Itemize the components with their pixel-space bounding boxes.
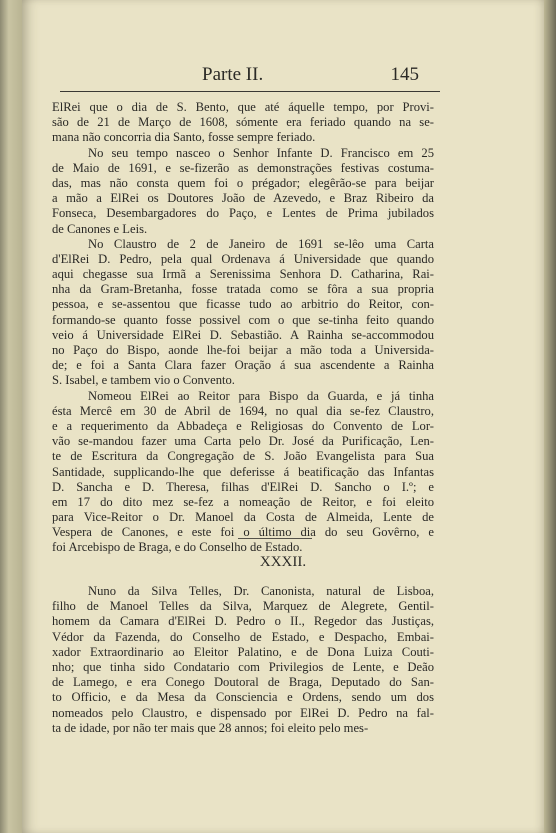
text-line: para Vice-Reitor o Dr. Manoel da Costa de Almeida, Lente de: [52, 510, 434, 525]
text-line: nho; que tinha sido Condatario com Privilegios de Lente, e Deão: [52, 659, 434, 674]
text-line: foi Arcebispo de Braga, e do Conselho de Estado.: [52, 540, 303, 555]
text-line: são de 21 de Março de 1608, sómente era feriado quando na se-: [52, 115, 434, 130]
text-line: aqui chegasse sua Irmã a Serenissima Senhora D. Catharina, Rai-: [52, 267, 434, 282]
text-line: Fonseca, Desembargadores do Paço, e Lentes de Prima jubilados: [52, 206, 434, 221]
text-line: Nuno da Silva Telles, Dr. Canonista, natural de Lisboa,: [88, 584, 434, 598]
paragraph: [52, 389, 434, 556]
text-line: de Lamego, e era Conego Doutoral de Braga, Deputado do San-: [52, 675, 434, 690]
text-line: no Paço do Bispo, aonde lhe-foi beijar a mão toda a Universida-: [52, 343, 434, 357]
section-heading: XXXII.: [259, 554, 307, 570]
paragraph: [52, 237, 434, 389]
text-line: No Claustro de 2 de Janeiro de 1691 se-lêo uma Carta: [88, 236, 434, 251]
text-line: to Officio, e da Mesa da Consciencia e Ordens, sendo um dos: [52, 690, 434, 705]
page-number: 145: [390, 64, 419, 85]
text-line: d'ElRei D. Pedro, pela qual Ordenava á Universidade que quando: [52, 251, 434, 266]
running-header: [22, 64, 544, 90]
text-line: Nomeou ElRei ao Reitor para Bispo da Guarda, e já tinha: [88, 388, 434, 403]
header-rule: [60, 91, 440, 92]
text-line: a mão a ElRei os Doutores João de Azevedo, e Braz Ribeiro da: [52, 191, 434, 206]
text-line: xador Extraordinario ao Eleitor Palatino, e de Dona Luiza Couti-: [52, 644, 434, 659]
text-line: de; e foi a Santa Clara fazer Oração á sua ascendente a Rainha: [52, 358, 434, 373]
text-line: D. Sancha e D. Theresa, filhas d'ElRei D. Sancho o I.º; e: [52, 479, 434, 494]
text-line: ésta Mercê em 30 de Abril de 1694, no qual dia se-fez Claustro,: [52, 403, 434, 418]
text-line: Védor da Fazenda, do Conselho de Estado, e Despacho, Embai-: [52, 629, 434, 644]
text-line: te de Escritura da Congregação de S. João Evangelista para Sua: [52, 449, 434, 464]
text-line: nha da Gram-Bretanha, fosse tratada como se fôra a sua propria: [52, 282, 434, 297]
paragraph: [52, 584, 434, 736]
paragraph: [52, 100, 434, 146]
text-line: veio á Universidade ElRei D. Sebastião. A Rainha se-accommodou: [52, 327, 434, 342]
text-line: ta de idade, por não ter mais que 28 annos; foi eleito pelo mes-: [52, 720, 369, 735]
section-divider: [238, 538, 312, 539]
text-line: de Canones e Leis.: [52, 221, 148, 236]
text-line: vão se-mandou fazer uma Carta pelo Dr. José da Purificação, Len-: [52, 434, 434, 449]
text-line: de Maio de 1691, e se-fizerão as demonstrações festivas costuma-: [52, 160, 434, 175]
left-page-edge: [0, 0, 22, 833]
text-line: filho de Manoel Telles da Silva, Marquez de Alegrete, Gentil-: [52, 599, 434, 614]
text-line: pessoa, e se-assentou que ficasse tudo ao arbitrio do Reitor, con-: [52, 297, 434, 312]
right-page-edge: [544, 0, 556, 833]
text-line: ElRei que o dia de S. Bento, que até áquelle tempo, por Provi-: [52, 100, 434, 114]
text-line: mana não concorria dia Santo, fosse sempre feriado.: [52, 130, 316, 145]
text-line: homem da Camara d'ElRei D. Pedro o II., Regedor das Justiças,: [52, 614, 434, 629]
text-line: Santidade, supplicando-lhe que deferisse á beatificação das Infantas: [52, 464, 434, 479]
text-line: das, mas não consta quem foi o prégador; elegêrão-se para beijar: [52, 175, 434, 190]
paragraph: [52, 146, 434, 237]
text-line: S. Isabel, e tambem vio o Convento.: [52, 373, 235, 388]
text-line: formando-se quanto fosse possivel com o que se-tinha feito quando: [52, 312, 434, 327]
running-title: Parte II.: [202, 64, 264, 85]
text-line: em 17 do dito mez se-fez a nomeação de Reitor, e foi eleito: [52, 494, 434, 509]
body-text-bottom: [52, 584, 434, 736]
text-line: e a requerimento da Abbadeça e Religiosas do Convento de Lor-: [52, 418, 434, 433]
text-line: Vespera de Canones, e este foi o último dia do seu Govêrno, e: [52, 525, 434, 540]
text-line: No seu tempo nasceo o Senhor Infante D. Francisco em 25: [88, 145, 434, 160]
body-text-top: [52, 100, 434, 556]
text-line: nomeados pelo Claustro, e dispensado por ElRei D. Pedro na fal-: [52, 705, 434, 720]
